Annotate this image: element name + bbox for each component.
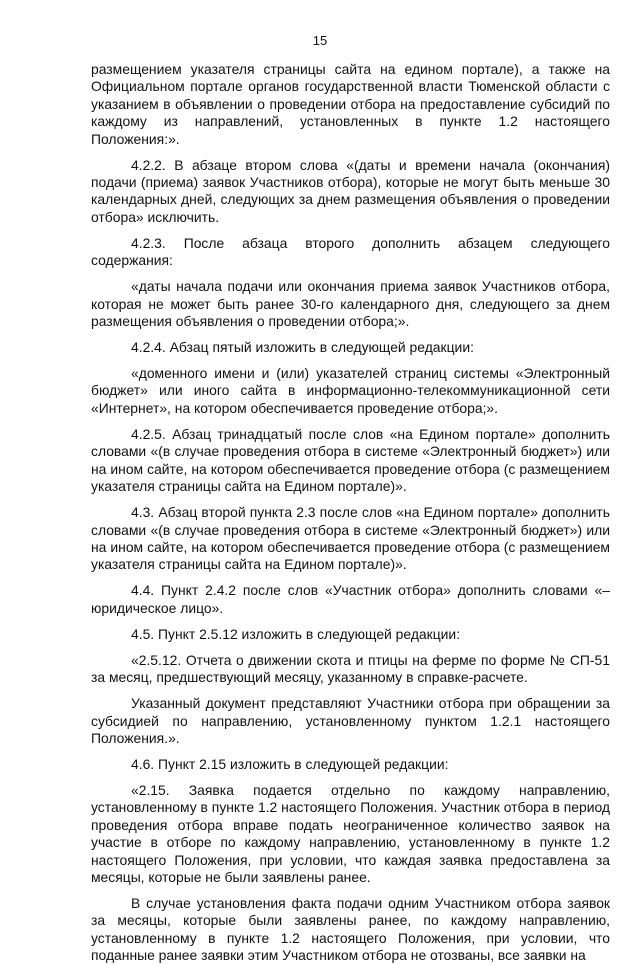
page-number: 15 — [312, 33, 328, 48]
paragraph-4-3: 4.3. Абзац второй пункта 2.3 после слов «на Едином портале» дополнить словами «(в случае проведения отбора в системе «Электронный бюджет») или на ином сайте, на котором обеспечивается проведение отбора (с размещением указателя страницы сайта на Едином портале)». — [91, 504, 610, 573]
paragraph-2-15-quote: «2.15. Заявка подается отдельно по каждому направлению, установленному в пункте 1.2 настоящего Положения. Участник отбора в период проведения отбора вправе подать неограниченное количество заявок на участие в отборе по каждому направлению, установленному в пункте 1.2 настоящего Положения, при условии, что каждая заявка предоставлена за месяцы, которые не были заявлены ранее. — [91, 781, 610, 885]
paragraph-4-2-4: 4.2.4. Абзац пятый изложить в следующей редакции: — [131, 339, 474, 356]
paragraph-4-6: 4.6. Пункт 2.15 изложить в следующей редакции: — [131, 755, 449, 772]
document-body — [91, 61, 610, 965]
paragraph-4-2-2: 4.2.2. В абзаце втором слова «(даты и времени начала (окончания) подачи (приема) заявок Участников отбора), которые не могут быть меньше 30 календарных дней, следующих за днем размещения объявления о проведении отбора» исключить. — [91, 156, 610, 225]
paragraph-4-2-4-quote: «доменного имени и (или) указателей страниц системы «Электронный бюджет» или иного сайта в информационно-телекоммуникационной сети «Интернет», на котором обеспечивается проведение отбора;». — [91, 365, 610, 416]
paragraph-2-5-12-note: Указанный документ представляют Участники отбора при обращении за субсидией по направлению, установленному пунктом 1.2.1 настоящего Положения.». — [91, 695, 610, 746]
paragraph-4-4: 4.4. Пункт 2.4.2 после слов «Участник отбора» дополнить словами «– юридическое лицо». — [91, 582, 610, 616]
paragraph-2-5-12-quote: «2.5.12. Отчета о движении скота и птицы на ферме по форме № СП-51 за месяц, предшествующий месяцу, указанному в справке-расчете. — [91, 651, 610, 686]
paragraph-4-5: 4.5. Пункт 2.5.12 изложить в следующей редакции: — [131, 625, 461, 642]
paragraph-4-2-3: 4.2.3. После абзаца второго дополнить абзацем следующего содержания: — [91, 234, 610, 269]
paragraph-4-2-5: 4.2.5. Абзац тринадцатый после слов «на Едином портале» дополнить словами «(в случае проведения отбора в системе «Электронный бюджет») или на ином сайте, на котором обеспечивается проведение отбора (с размещением указателя страницы сайта на Едином портале)». — [91, 425, 610, 495]
paragraph-4-2-3-quote: «даты начала подачи или окончания приема заявок Участников отбора, которая не может быть ранее 30-го календарного дня, следующего за днем размещения объявления о проведении отбора;». — [91, 278, 610, 330]
paragraph-continuation: размещением указателя страницы сайта на едином портале), а также на Официальном портале органов государственной власти Тюменской области с указанием в объявлении о проведении отбора на предоставление субсидий по каждому из направлений, установленных в пункте 1.2 настоящего Положения:». — [91, 61, 610, 147]
paragraph-2-15-continuation: В случае установления факта подачи одним Участником отбора заявок за месяцы, которые были заявлены ранее, по каждому направлению, установленному в пункте 1.2 настоящего Положения, при условии, что поданные ранее заявки этим Участником отбора не отозваны, все заявки на — [91, 894, 610, 964]
